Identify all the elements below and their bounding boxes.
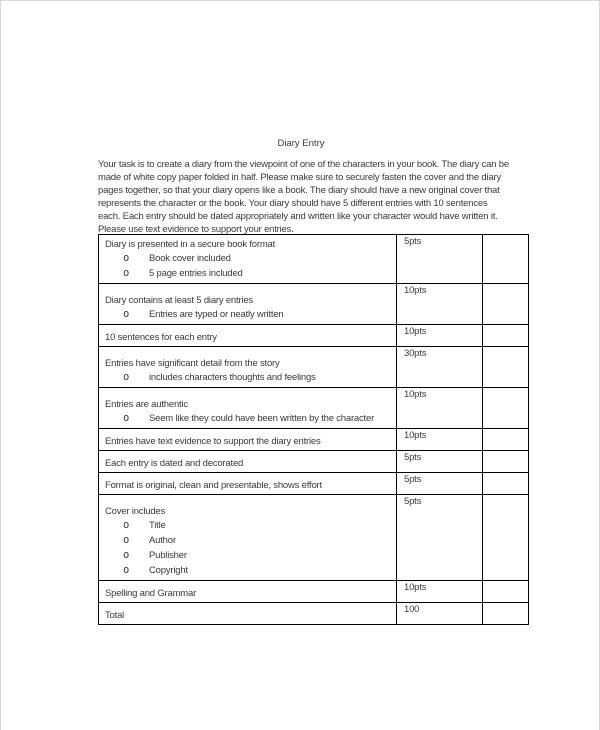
criterion-text: Diary is presented in a secure book format: [105, 239, 276, 250]
bullet-o-glyph: o: [123, 549, 130, 561]
bullet-text: Book cover included: [149, 253, 231, 264]
points-cell: 100: [397, 603, 483, 625]
bullet-o-glyph: o: [123, 267, 130, 279]
points-cell: 30pts: [397, 347, 483, 388]
table-row: [99, 388, 529, 429]
score-cell: [483, 603, 529, 625]
score-cell: [483, 347, 529, 388]
bullet-o-glyph: o: [123, 412, 130, 424]
criteria-cell: [99, 581, 397, 603]
bullet-text: Entries are typed or neatly written: [149, 309, 284, 320]
table-row: [99, 284, 529, 325]
bullet-item: [123, 370, 392, 385]
criteria-cell: [99, 388, 397, 429]
bullet-o-glyph: o: [123, 534, 130, 546]
criteria-cell: [99, 325, 397, 347]
points-cell: 5pts: [397, 235, 483, 284]
criteria-cell: [99, 451, 397, 473]
table-row: [99, 603, 529, 625]
criterion-text: Format is original, clean and presentable, shows effort: [105, 480, 322, 491]
bullet-text: Copyright: [149, 565, 188, 576]
bullet-item: [123, 266, 392, 281]
points-cell: 10pts: [397, 581, 483, 603]
score-cell: [483, 235, 529, 284]
score-cell: [483, 495, 529, 581]
score-cell: [483, 388, 529, 429]
points-cell: 5pts: [397, 473, 483, 495]
bullet-text: Seem like they could have been written by the character: [149, 413, 375, 424]
bullet-o-glyph: o: [123, 371, 130, 383]
criterion-text: Entries have significant detail from the story: [105, 358, 280, 369]
criterion-text: Total: [105, 610, 125, 621]
bullet-text: includes characters thoughts and feelings: [149, 372, 316, 383]
bullet-item: [123, 533, 392, 548]
score-cell: [483, 451, 529, 473]
bullet-item: [123, 548, 392, 563]
bullet-item: [123, 518, 392, 533]
intro-paragraph: Your task is to create a diary from the viewpoint of one of the characters in your book. The diary can be made of white copy paper folded in half. Please make sure to securely fasten the cover and the diary pages together, so that your diary opens like a book. The diary should have a new original cover that represents the character or the book. Your diary should have 5 different entries with 10 sentences each. Each entry should be dated appropriately and written like your character would have written it. Please use text evidence to support your entries.: [98, 159, 509, 235]
bullet-item: [123, 307, 392, 322]
table-row: [99, 235, 529, 284]
score-cell: [483, 325, 529, 347]
criterion-text: Diary contains at least 5 diary entries: [105, 295, 253, 306]
points-cell: 5pts: [397, 495, 483, 581]
bullet-item: [123, 251, 392, 266]
rubric-table: [98, 234, 529, 625]
criteria-cell: [99, 347, 397, 388]
criterion-text: Each entry is dated and decorated: [105, 458, 244, 469]
bullet-text: 5 page entries included: [149, 268, 243, 279]
criterion-text: 10 sentences for each entry: [105, 332, 217, 343]
table-row: [99, 495, 529, 581]
bullet-o-glyph: o: [123, 308, 130, 320]
bullet-text: Title: [149, 520, 166, 531]
points-cell: 10pts: [397, 325, 483, 347]
bullet-text: Author: [149, 535, 176, 546]
points-cell: 10pts: [397, 284, 483, 325]
table-row: [99, 325, 529, 347]
criteria-cell: [99, 603, 397, 625]
table-row: [99, 451, 529, 473]
criteria-cell: [99, 284, 397, 325]
points-cell: 10pts: [397, 429, 483, 451]
page-title: Diary Entry: [277, 138, 325, 149]
bullet-text: Publisher: [149, 550, 187, 561]
bullet-o-glyph: o: [123, 519, 130, 531]
criterion-text: Entries are authentic: [105, 399, 188, 410]
criteria-cell: [99, 495, 397, 581]
bullet-o-glyph: o: [123, 252, 130, 264]
criterion-text: Spelling and Grammar: [105, 588, 197, 599]
criterion-text: Cover includes: [105, 506, 166, 517]
table-row: [99, 473, 529, 495]
table-row: [99, 347, 529, 388]
criteria-cell: [99, 473, 397, 495]
table-row: [99, 429, 529, 451]
points-cell: 5pts: [397, 451, 483, 473]
bullet-item: [123, 563, 392, 578]
points-cell: 10pts: [397, 388, 483, 429]
score-cell: [483, 429, 529, 451]
bullet-o-glyph: o: [123, 564, 130, 576]
table-row: [99, 581, 529, 603]
score-cell: [483, 581, 529, 603]
criteria-cell: [99, 429, 397, 451]
score-cell: [483, 473, 529, 495]
bullet-item: [123, 411, 392, 426]
criterion-text: Entries have text evidence to support the diary entries: [105, 436, 321, 447]
score-cell: [483, 284, 529, 325]
criteria-cell: [99, 235, 397, 284]
